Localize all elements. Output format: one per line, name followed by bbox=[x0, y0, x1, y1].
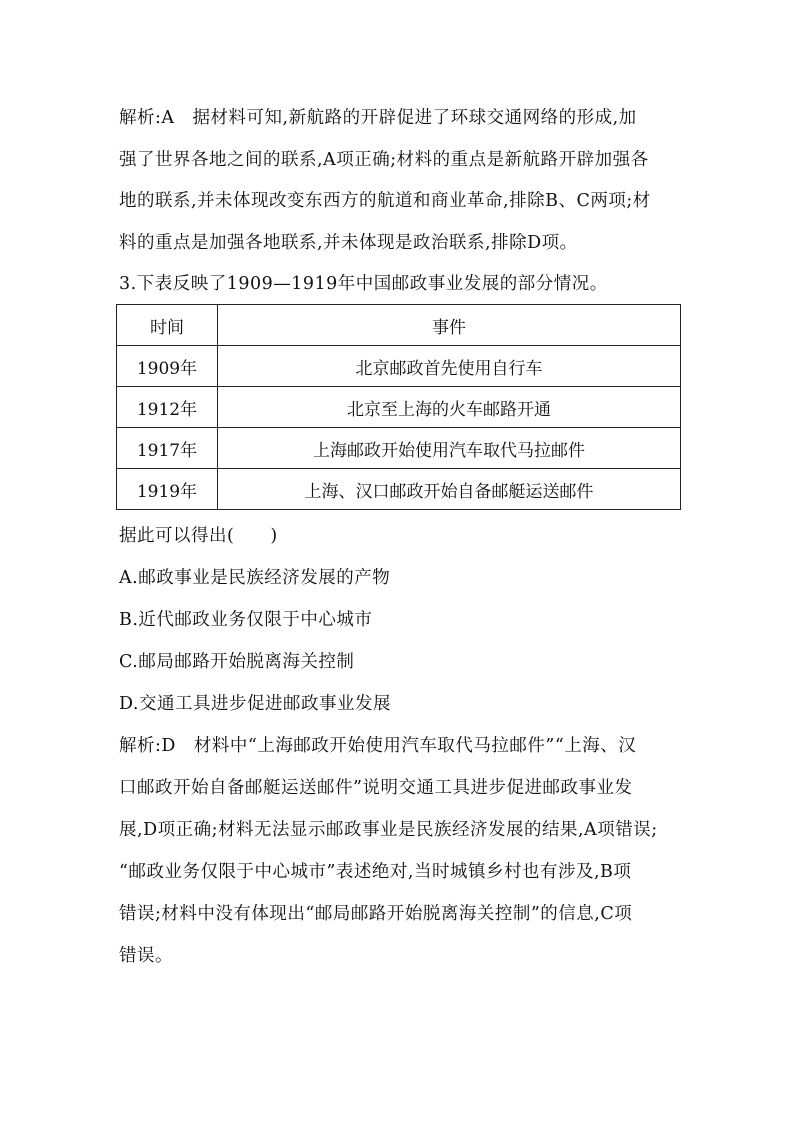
question-prompt: 据此可以得出( ) bbox=[119, 526, 278, 546]
explanation1-line: 地的联系,并未体现改变东西方的航道和商业革命,排除B、C两项;材 bbox=[119, 191, 651, 211]
explanation2-line: 错误。 bbox=[119, 946, 173, 966]
table-cell-event: 北京邮政首先使用自行车 bbox=[218, 346, 681, 387]
table-row bbox=[117, 428, 681, 469]
explanation2-line: 错误;材料中没有体现出“邮局邮路开始脱离海关控制”的信息,C项 bbox=[119, 904, 633, 924]
explanation1-line: 料的重点是加强各地联系,并未体现是政治联系,排除D项。 bbox=[119, 233, 578, 253]
table-header-row bbox=[117, 305, 681, 346]
explanation1-line: 强了世界各地之间的联系,A项正确;材料的重点是新航路开辟加强各 bbox=[119, 150, 649, 170]
explanation2-line: “邮政业务仅限于中心城市”表述绝对,当时城镇乡村也有涉及,B项 bbox=[119, 862, 632, 882]
table-header-event: 事件 bbox=[218, 305, 681, 346]
option-c: C.邮局邮路开始脱离海关控制 bbox=[119, 652, 355, 672]
table-header-time: 时间 bbox=[117, 305, 218, 346]
question-stem: 3.下表反映了1909—1919年中国邮政事业发展的部分情况。 bbox=[119, 274, 608, 294]
table-cell-year: 1912年 bbox=[117, 387, 218, 428]
table-row bbox=[117, 346, 681, 387]
explanation1-line: 解析:A 据材料可知,新航路的开辟促进了环球交通网络的形成,加 bbox=[119, 108, 637, 128]
table-cell-event: 上海邮政开始使用汽车取代马拉邮件 bbox=[218, 428, 681, 469]
explanation2-line: 解析:D 材料中“上海邮政开始使用汽车取代马拉邮件”“上海、汉 bbox=[119, 736, 637, 756]
explanation2-line: 展,D项正确;材料无法显示邮政事业是民族经济发展的结果,A项错误; bbox=[119, 820, 658, 840]
explanation2-line: 口邮政开始自备邮艇运送邮件”说明交通工具进步促进邮政事业发 bbox=[119, 778, 633, 798]
option-b: B.近代邮政业务仅限于中心城市 bbox=[119, 610, 373, 630]
table-cell-year: 1919年 bbox=[117, 469, 218, 510]
table-cell-event: 北京至上海的火车邮路开通 bbox=[218, 387, 681, 428]
option-a: A.邮政事业是民族经济发展的产物 bbox=[119, 568, 391, 588]
table-cell-year: 1909年 bbox=[117, 346, 218, 387]
table-cell-year: 1917年 bbox=[117, 428, 218, 469]
table-row bbox=[117, 469, 681, 510]
events-table bbox=[116, 304, 681, 510]
table-row bbox=[117, 387, 681, 428]
option-d: D.交通工具进步促进邮政事业发展 bbox=[119, 694, 391, 714]
table-cell-event: 上海、汉口邮政开始自备邮艇运送邮件 bbox=[218, 469, 681, 510]
